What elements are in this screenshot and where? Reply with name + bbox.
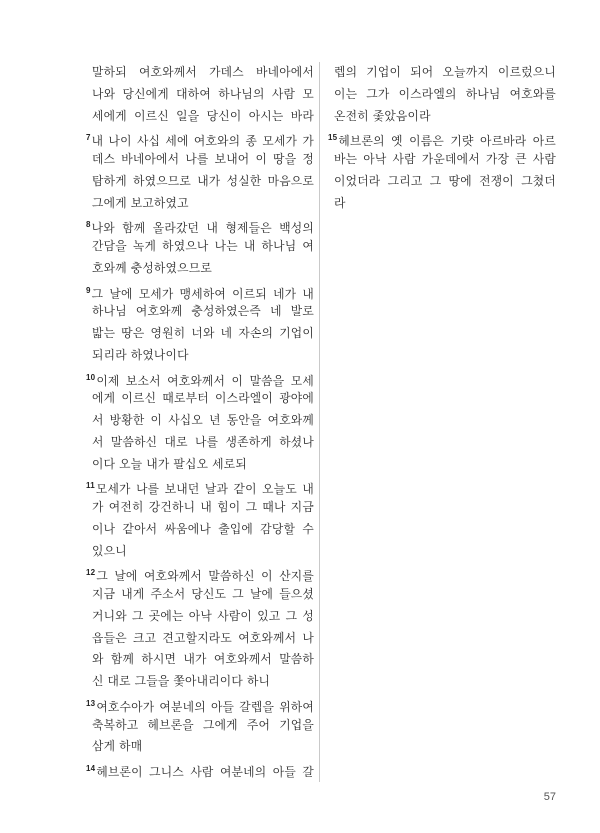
verse-text: 모세가 나를 보내던 날과 같이 오늘도 내 [95, 482, 314, 497]
verse-11-first-line [86, 475, 314, 497]
text-line: 지금 내게 주소서 당신도 그 날에 들으셨 [92, 587, 314, 601]
text-line: 나와 당신에게 대하여 하나님의 사람 모 [92, 86, 314, 101]
text-line: 간담을 녹게 하였으나 나는 내 하나님 여 [92, 239, 314, 253]
right-column [328, 62, 556, 214]
text-line: 축복하고 헤브론을 그에게 주어 기업을 [92, 717, 314, 732]
verse-number: 11 [86, 481, 95, 491]
verse-number: 12 [86, 568, 96, 578]
text-line: 와 함께 하시면 내가 여호와께서 말씀하 [92, 652, 314, 667]
verse-text: 내 나이 사십 세에 여호와의 종 모세가 가 [91, 134, 314, 149]
verse-8-first-line [86, 214, 314, 236]
verse-9-first-line [86, 280, 314, 302]
text-line: 서 말씀하신 대로 나를 생존하게 하셨나 [92, 434, 314, 449]
text-line: 라 [334, 195, 346, 210]
text-line: 에게 이르신 때로부터 이스라엘이 광야에 [92, 391, 314, 406]
column-divider [319, 62, 320, 782]
text-line: 서 방황한 이 사십오 년 동안을 여호와께 [92, 413, 314, 427]
verse-12-first-line [86, 562, 314, 584]
text-line: 삼게 하매 [92, 739, 143, 754]
text-line: 가 여전히 강건하니 내 힘이 그 때나 지금 [92, 500, 314, 514]
text-line: 탐하게 하였으므로 내가 성실한 마음으로 [92, 173, 314, 188]
text-line: 이나 같아서 싸움에나 출입에 감당할 수 [92, 521, 314, 536]
verse-10-first-line [86, 367, 314, 389]
verse-14-first-line [86, 758, 314, 780]
text-line: 하나님 여호와께 충성하였은즉 네 발로 [92, 304, 314, 319]
text-line: 세에게 이르신 일을 당신이 아시는 바라 [92, 108, 314, 123]
text-line: 읍들은 크고 견고할지라도 여호와께서 나 [92, 630, 314, 645]
verse-text: 헤브론의 옛 이름은 기럇 아르바라 아르 [338, 134, 556, 149]
text-line: 밟는 땅은 영원히 너와 네 자손의 기업이 [92, 326, 314, 340]
verse-number: 10 [86, 372, 96, 382]
verse-text: 나와 함께 올라갔던 내 형제들은 백성의 [91, 221, 314, 236]
text-line: 그에게 보고하였고 [92, 195, 189, 210]
text-line: 말하되 여호와께서 가데스 바네아에서 [92, 65, 314, 79]
verse-number: 15 [328, 133, 338, 143]
left-column [86, 62, 314, 780]
text-line: 호와께 충성하였으므로 [92, 260, 212, 275]
verse-13-first-line [86, 693, 314, 715]
text-line: 이다 오늘 내가 팔십오 세로되 [92, 456, 247, 471]
text-line: 거니와 그 곳에는 아낙 사람이 있고 그 성 [92, 608, 314, 623]
text-line: 바는 아낙 사람 가운데에서 가장 큰 사람 [334, 152, 556, 166]
text-line: 신 대로 그들을 쫓아내리이다 하니 [92, 674, 271, 688]
verse-number: 7 [86, 133, 91, 143]
verse-15-first-line [328, 127, 556, 149]
text-line: 되리라 하였나이다 [92, 347, 189, 362]
text-line: 이는 그가 이스라엘의 하나님 여호와를 [334, 86, 556, 101]
verse-number: 14 [86, 764, 96, 773]
text-line: 렙의 기업이 되어 오늘까지 이르렀으니 [334, 65, 556, 79]
text-line: 있으니 [92, 543, 127, 558]
verse-number: 9 [86, 285, 91, 295]
verse-7-first-line [86, 127, 314, 149]
verse-number: 13 [86, 698, 96, 708]
verse-text: 그 날에 여호와께서 말씀하신 이 산지를 [96, 569, 314, 584]
text-line: 온전히 좇았음이라 [334, 108, 431, 123]
verse-text: 헤브론이 그니스 사람 여분네의 아들 갈 [96, 765, 314, 779]
verse-number: 8 [86, 220, 91, 230]
verse-text: 이제 보소서 여호와께서 이 말씀을 모세 [96, 373, 314, 388]
verse-text: 그 날에 모세가 맹세하여 이르되 네가 내 [91, 286, 314, 301]
text-line: 이었더라 그리고 그 땅에 전쟁이 그쳤더 [334, 173, 556, 188]
verse-text: 여호수아가 여분네의 아들 갈렙을 위하여 [96, 699, 314, 714]
text-line: 데스 바네아에서 나를 보내어 이 땅을 정 [92, 152, 314, 166]
page-number: 57 [543, 791, 556, 803]
